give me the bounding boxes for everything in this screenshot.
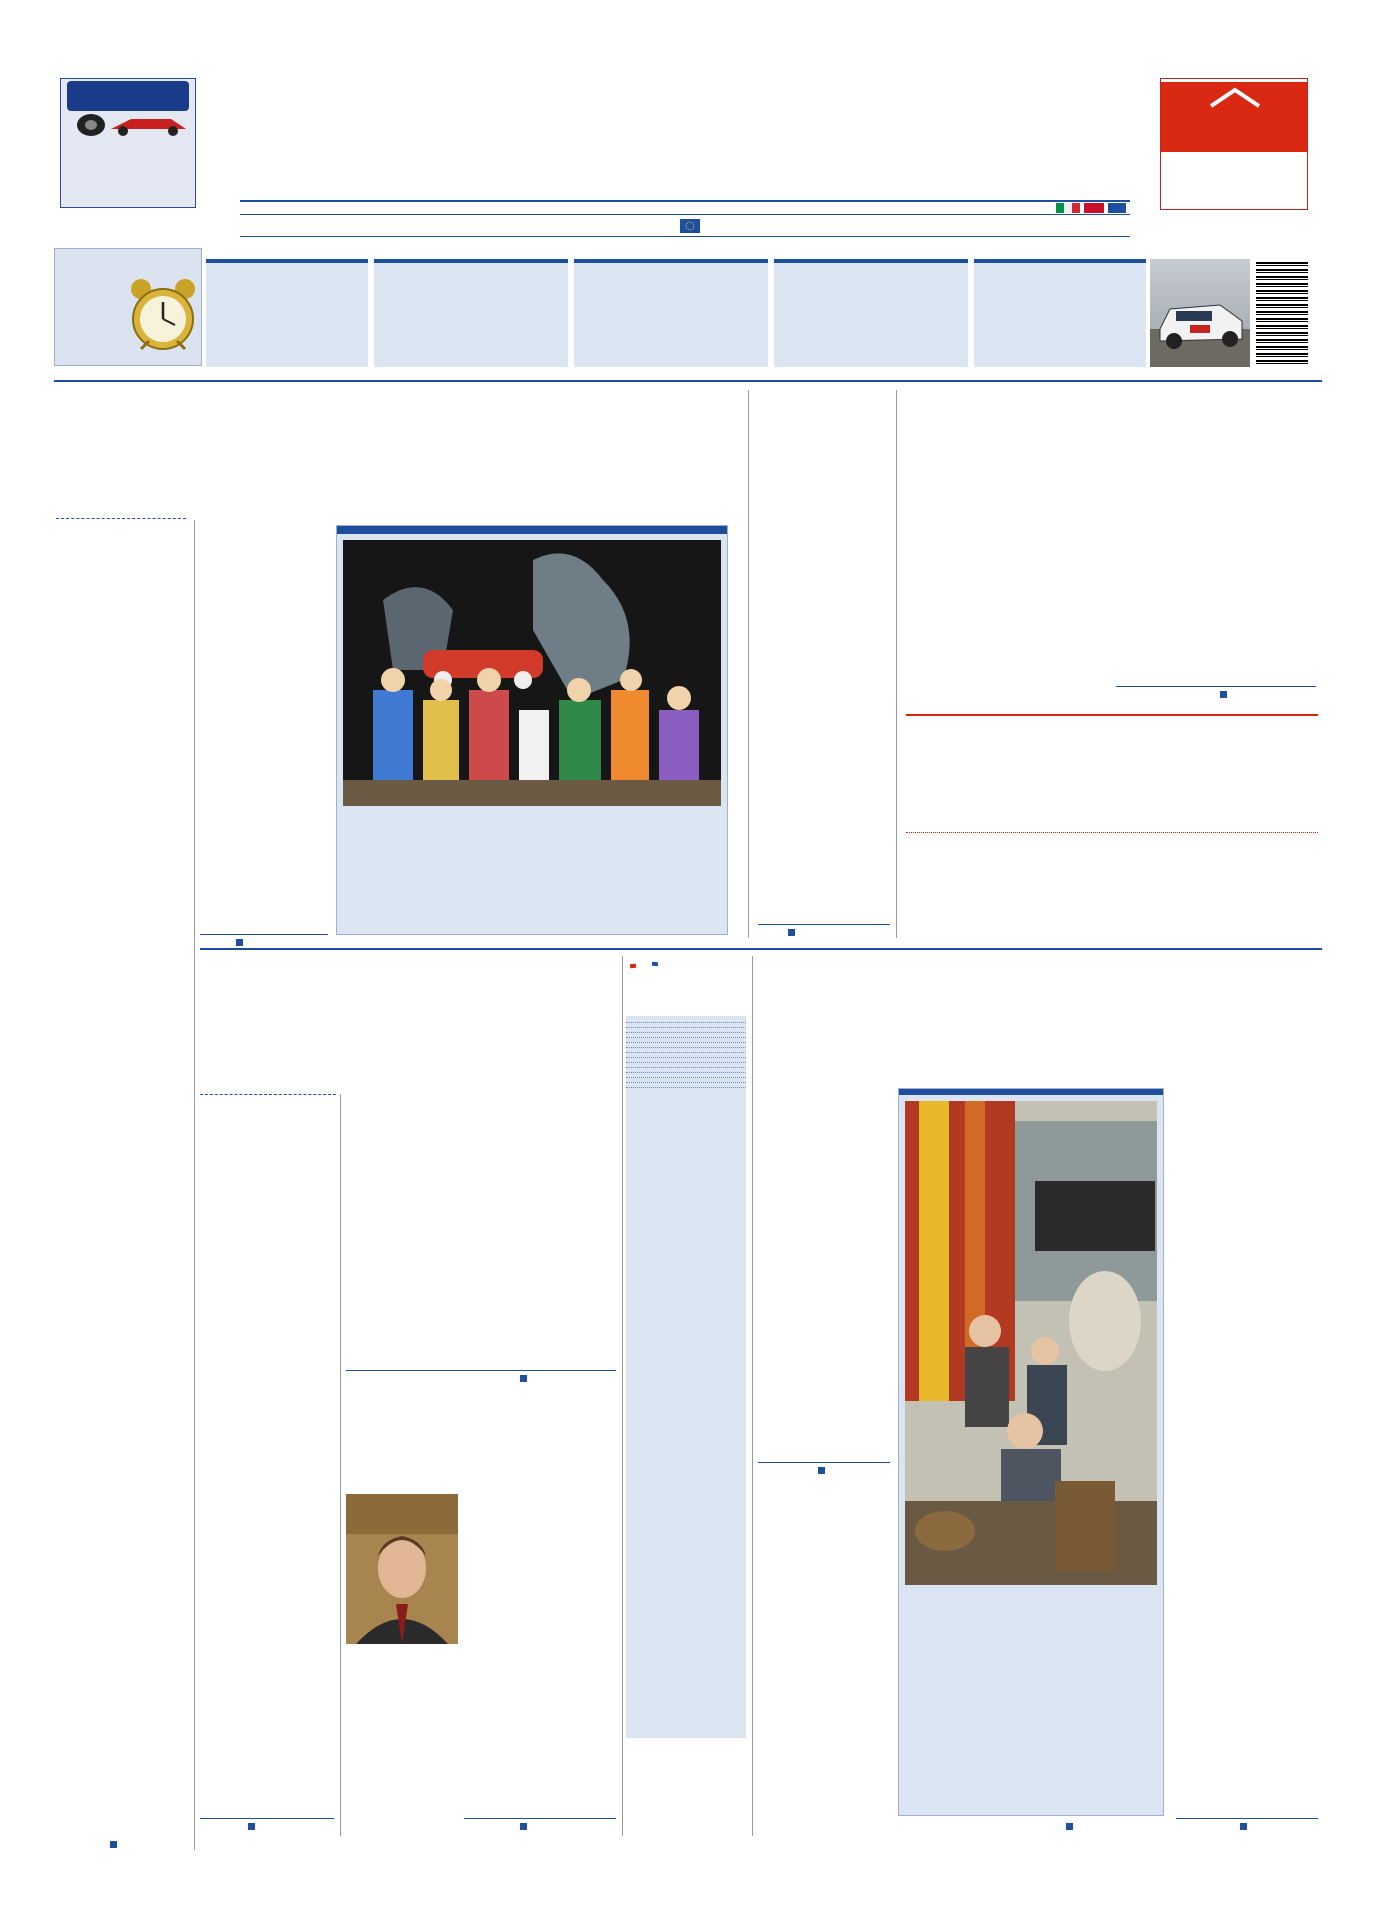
teaser-text — [974, 263, 1146, 325]
multa-rule — [758, 924, 890, 925]
multa-body — [758, 512, 890, 906]
casta-headline-wrap — [58, 408, 758, 474]
mostra-caption — [345, 812, 719, 896]
tyre-car-icon — [61, 111, 195, 137]
lupo-byline — [1220, 690, 1230, 701]
santi-photo — [905, 1101, 1157, 1585]
mostra-box — [336, 525, 728, 935]
berlusconi-segue — [110, 1840, 120, 1851]
latte-byline — [248, 1822, 258, 1833]
rally-car-photo — [1150, 259, 1250, 367]
inner-pinasca[interactable] — [906, 838, 1036, 839]
teaser-orbassano[interactable] — [774, 259, 968, 367]
teaser-byline — [574, 325, 768, 329]
piccato-body — [464, 1496, 616, 1642]
col-divider-5 — [622, 956, 623, 1836]
alarm-clock-icon — [127, 275, 199, 360]
section-rule-2 — [200, 948, 1322, 950]
teaser-text — [774, 263, 968, 325]
casta-body — [200, 520, 328, 930]
teaser-byline — [206, 325, 368, 329]
teaser-byline — [374, 325, 568, 329]
col-divider-6 — [752, 956, 753, 1836]
masthead-bottom-rule — [240, 236, 1130, 237]
lupo-body-2 — [1116, 518, 1316, 682]
weekend-list — [626, 1016, 746, 1738]
teaser-text — [574, 263, 768, 325]
teaser-byline — [774, 325, 968, 329]
col-divider-2 — [748, 390, 749, 938]
berlusconi-rule — [56, 518, 186, 519]
ad-vince — [67, 81, 189, 111]
col-divider-1 — [194, 520, 195, 1850]
presidi-headline-wrap — [756, 984, 1326, 1046]
lupo-rule — [1116, 686, 1316, 687]
famila-house-icon — [1207, 86, 1263, 108]
teaser-porte[interactable] — [374, 259, 568, 367]
section-rule-1 — [54, 380, 1322, 382]
teaser-rally[interactable] — [974, 259, 1146, 367]
santi-box — [898, 1088, 1164, 1816]
weekend-title — [674, 956, 744, 961]
presidi-rule — [758, 1462, 890, 1463]
casta-rule — [200, 934, 328, 935]
pendolari-byline — [1240, 1822, 1250, 1833]
berlusconi-body — [58, 666, 188, 1816]
masthead-editorial — [242, 217, 572, 233]
ora-solare-text — [59, 289, 125, 363]
ad-ribotta-pneumatici[interactable] — [60, 78, 196, 208]
ora-solare-box — [54, 248, 202, 366]
teaser-text — [374, 263, 568, 325]
masthead-mid-rule — [240, 214, 1130, 215]
santi-byline — [1066, 1822, 1076, 1833]
masthead-postal — [842, 217, 1132, 233]
teaser-byline — [974, 325, 1146, 329]
inner-vinovo[interactable] — [1186, 726, 1318, 727]
ad-famila[interactable] — [1160, 78, 1308, 210]
weekend-box — [626, 958, 746, 1838]
parco-body — [346, 1096, 616, 1352]
presidi-body — [758, 1086, 890, 1448]
multa-byline — [788, 928, 798, 939]
teaser-pinerolo[interactable] — [206, 259, 368, 367]
latte-rule — [200, 1094, 336, 1095]
piccato-byline — [520, 1822, 530, 1833]
inner-frossasco[interactable] — [906, 726, 1036, 727]
latte-body — [200, 1250, 334, 1810]
col-divider-3 — [896, 390, 897, 938]
pagine-interne-box — [906, 706, 1318, 936]
weekend-date-2 — [652, 962, 658, 967]
col-divider-4 — [340, 1094, 341, 1836]
ora-solare-title — [55, 249, 145, 253]
weekend-header — [626, 958, 746, 1016]
weekend-date-1 — [630, 964, 636, 969]
masthead-top-rule — [240, 200, 1130, 202]
parco-byline — [520, 1374, 530, 1385]
teaser-envie[interactable] — [574, 259, 768, 367]
inner-hc-valpe[interactable] — [1186, 838, 1318, 839]
lupo-body-1 — [906, 518, 1106, 684]
mostra-bar — [337, 526, 727, 534]
inner-incidenti[interactable] — [1046, 726, 1176, 727]
masthead-title — [232, 66, 1112, 196]
parco-headline-wrap — [200, 984, 620, 1040]
teaser-text — [206, 263, 368, 325]
piccato-rule — [464, 1818, 616, 1819]
latte-rule-bottom — [200, 1818, 334, 1819]
inner-piossasco[interactable] — [1046, 838, 1176, 839]
parco-rule — [346, 1370, 616, 1371]
santi-bar — [899, 1089, 1163, 1095]
barcode — [1256, 262, 1308, 366]
lupo-headline-wrap — [906, 410, 1316, 482]
pendolari-rule — [1176, 1818, 1318, 1819]
presidi-byline — [818, 1466, 828, 1477]
weekend-item[interactable] — [626, 1083, 746, 1088]
piccato-photo — [346, 1494, 458, 1644]
pendolari-body — [1176, 1246, 1318, 1806]
teasers-row — [206, 259, 1146, 367]
mostra-painting — [343, 540, 721, 806]
famila-logo — [1161, 82, 1307, 152]
